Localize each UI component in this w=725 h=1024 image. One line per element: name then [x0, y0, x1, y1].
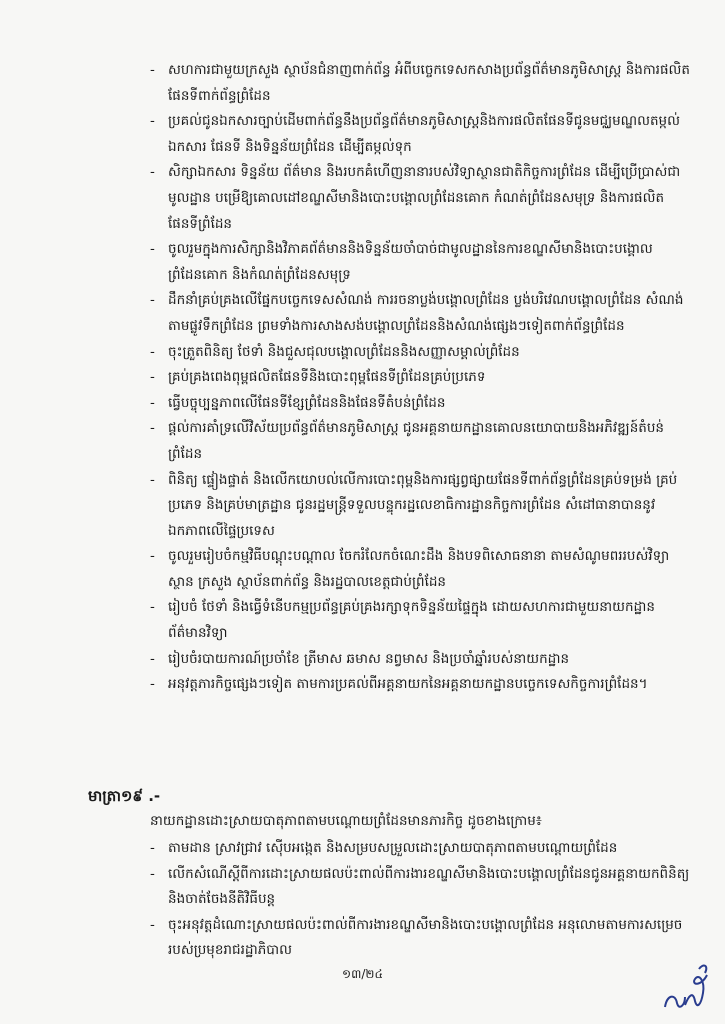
list-item: [150, 836, 690, 862]
list-item-text: សហការជាមួយក្រសួង ស្ថាប័នជំនាញពាក់ព័ន្ធ អំពីបច្ចេកទេសកសាងប្រព័ន្ធព័ត៌មានភូមិសាស្ត្រ និងការផលិតផែនទីពាក់ព័ន្ធព្រំដែន: [168, 62, 690, 104]
bullet: -: [150, 394, 155, 411]
bullet: -: [150, 343, 155, 360]
list-item: [150, 58, 690, 109]
bullet: -: [150, 548, 155, 565]
bullet: -: [150, 164, 155, 181]
bullet: -: [150, 916, 155, 933]
bullet: -: [150, 113, 155, 130]
list-item: [150, 468, 690, 545]
list-item-text: ធ្វើបច្ចុប្បន្នភាពលើផែនទីខ្សែព្រំដែននិងផែនទីតំបន់ព្រំដែន: [168, 394, 446, 411]
list-item: [150, 340, 690, 366]
list-item-text: គ្រប់គ្រងពេងពុម្ពផលិតផែនទីនិងបោះពុម្ពផែនទីព្រំដែនគ្រប់ប្រភេទ: [168, 369, 486, 386]
list-item-text: រៀបចំរបាយការណ៍ប្រចាំខែ ត្រីមាស ឆមាស នព្វមាស និងប្រចាំឆ្នាំរបស់នាយកដ្ឋាន: [168, 650, 570, 667]
list-item: [150, 862, 690, 913]
list-item: [150, 391, 690, 417]
list-item-text: រៀបចំ ថែទាំ និងធ្វើទំនើបកម្មប្រព័ន្ធគ្រប់គ្រងរក្សាទុកទិន្នន័យផ្ទៃក្នុង ដោយសហការជាមួយនាយកដ្ឋានព័ត៌មានវិទ្យា: [168, 599, 655, 642]
list-item-text: សិក្សាឯកសារ ទិន្នន័យ ព័ត៌មាន និងរបកគំហើញនានារបស់វិទ្យាស្ថានជាតិកិច្ចការព្រំដែន ដើម្បីប្រើប្រាស់ជាមូលដ្ឋាន បម្រើឱ្យគោលដៅខណ្ឌសីមានិងបោះបង្គោលព្រំដែនគោក កំណត់ព្រំដែនសមុទ្រ និងការផលិតផែនទីព្រំដែន: [168, 164, 681, 232]
page-number: ១៣/២៤: [342, 967, 383, 981]
bullet: -: [150, 369, 155, 386]
list-item: [150, 109, 690, 160]
bullet: -: [150, 241, 155, 258]
list-item: [150, 913, 690, 964]
list-item-text: អនុវត្តភារកិច្ចផ្សេងៗទៀត តាមការប្រគល់ពីអគ្គនាយកនៃអគ្គនាយកដ្ឋានបច្ចេកទេសកិច្ចការព្រំដែន។: [168, 676, 648, 693]
handwritten-initials-signature: [655, 955, 715, 1015]
bullet: -: [150, 840, 155, 856]
list-item-text: លើកសំណើស្តីពីការដោះស្រាយផលប៉ះពាល់ពីការងារខណ្ឌសីមានិងបោះបង្គោលព្រំដែនជូនអគ្គនាយកពិនិត្យនិងចាត់ចែងនីតិវិធីបន្ត: [168, 865, 690, 908]
bullet: -: [150, 599, 155, 616]
list-item: [150, 416, 690, 467]
bullet: -: [150, 420, 155, 437]
list-item-text: តាមដាន ស្រាវជ្រាវ ស៊ើបអង្កេត និងសម្របសម្រួលដោះស្រាយបាតុភាពតាមបណ្តោយព្រំដែន: [168, 840, 618, 856]
bullet: -: [150, 865, 155, 882]
list-item-text: ចូលរួមក្នុងការសិក្សានិងវិភាគព័ត៌មាននិងទិន្នន័យចាំបាច់ជាមូលដ្ឋាននៃការខណ្ឌសីមានិងបោះបង្គោលព្រំដែនគោក និងកំណត់ព្រំដែនសមុទ្រ: [168, 241, 653, 283]
list-item: [150, 365, 690, 391]
list-item: [150, 672, 690, 698]
duties-list-section-b: [150, 836, 690, 964]
list-item-text: ពិនិត្យ ផ្ទៀងផ្ទាត់ និងលើកយោបល់លើការបោះពុម្ពនិងការផ្សព្វផ្សាយផែនទីពាក់ព័ន្ធព្រំដែនគ្រប់ទម្រង់ គ្រប់ប្រភេទ និងគ្រប់មាត្រដ្ឋាន ជូនរដ្ឋមន្ត្រីទទួលបន្ទុករដ្ឋលេខាធិការដ្ឋានកិច្ចការព្រំដែន សំដៅធានាបាននូវឯកភាពលើផ្ទៃប្រទេស: [168, 471, 678, 539]
list-item: [150, 595, 690, 646]
bullet: -: [150, 62, 155, 78]
bullet: -: [150, 471, 155, 488]
bullet: -: [150, 650, 155, 667]
section-intro: នាយកដ្ឋានដោះស្រាយបាតុភាពតាមបណ្តោយព្រំដែនមានភារកិច្ច ដូចខាងក្រោម៖: [150, 813, 542, 829]
list-item: [150, 288, 690, 339]
bullet: -: [150, 676, 155, 693]
list-item-text: ផ្តល់ការគាំទ្រលើវិស័យប្រព័ន្ធព័ត៌មានភូមិសាស្ត្រ ជូនអគ្គនាយកដ្ឋានគោលនយោបាយនិងអភិវឌ្ឍន៍តំបន់ព្រំដែន: [168, 420, 664, 462]
list-item-text: ចុះត្រួតពិនិត្យ ថែទាំ និងជួសជុលបង្គោលព្រំដែននិងសញ្ញាសម្គាល់ព្រំដែន: [168, 343, 520, 360]
list-item-text: ដឹកនាំគ្រប់គ្រងលើផ្នែកបច្ចេកទេសសំណង់ ការរចនាប្លង់បង្គោលព្រំដែន ប្លង់បរិវេណបង្គោលព្រំដែន សំណង់តាមផ្លូវទឹកព្រំដែន ព្រមទាំងការសាងសង់បង្គោលព្រំដែននិងសំណង់ផ្សេងៗទៀតពាក់ព័ន្ធព្រំដែន: [168, 292, 684, 334]
bullet: -: [150, 292, 155, 309]
list-item: [150, 544, 690, 595]
list-item-text: ចូលរួមរៀបចំកម្មវិធីបណ្តុះបណ្តាល ចែករំលែកចំណេះដឹង និងបទពិសោធនានា តាមសំណូមពររបស់វិទ្យាស្ថាន ក្រសួង ស្ថាប័នពាក់ព័ន្ធ និងរដ្ឋបាលខេត្តជាប់ព្រំដែន: [168, 548, 670, 590]
duties-list-section-a: [150, 58, 690, 698]
list-item: [150, 237, 690, 288]
article-heading: មាត្រា១៩ .-: [88, 787, 161, 805]
list-item-text: ប្រគល់ជូនឯកសារច្បាប់ដើមពាក់ព័ន្ធនឹងប្រព័ន្ធព័ត៌មានភូមិសាស្ត្រនិងការផលិតផែនទីជូនមជ្ឈមណ្ឌលតម្កល់ឯកសារ ផែនទី និងទិន្នន័យព្រំដែន ដើម្បីតម្កល់ទុក: [168, 113, 680, 155]
list-item-text: ចុះអនុវត្តដំណោះស្រាយផលប៉ះពាល់ពីការងារខណ្ឌសីមានិងបោះបង្គោលព្រំដែន អនុលោមតាមការសម្រេចរបស់ប្រមុខរាជរដ្ឋាភិបាល: [168, 916, 683, 959]
list-item: [150, 647, 690, 673]
list-item: [150, 160, 690, 237]
